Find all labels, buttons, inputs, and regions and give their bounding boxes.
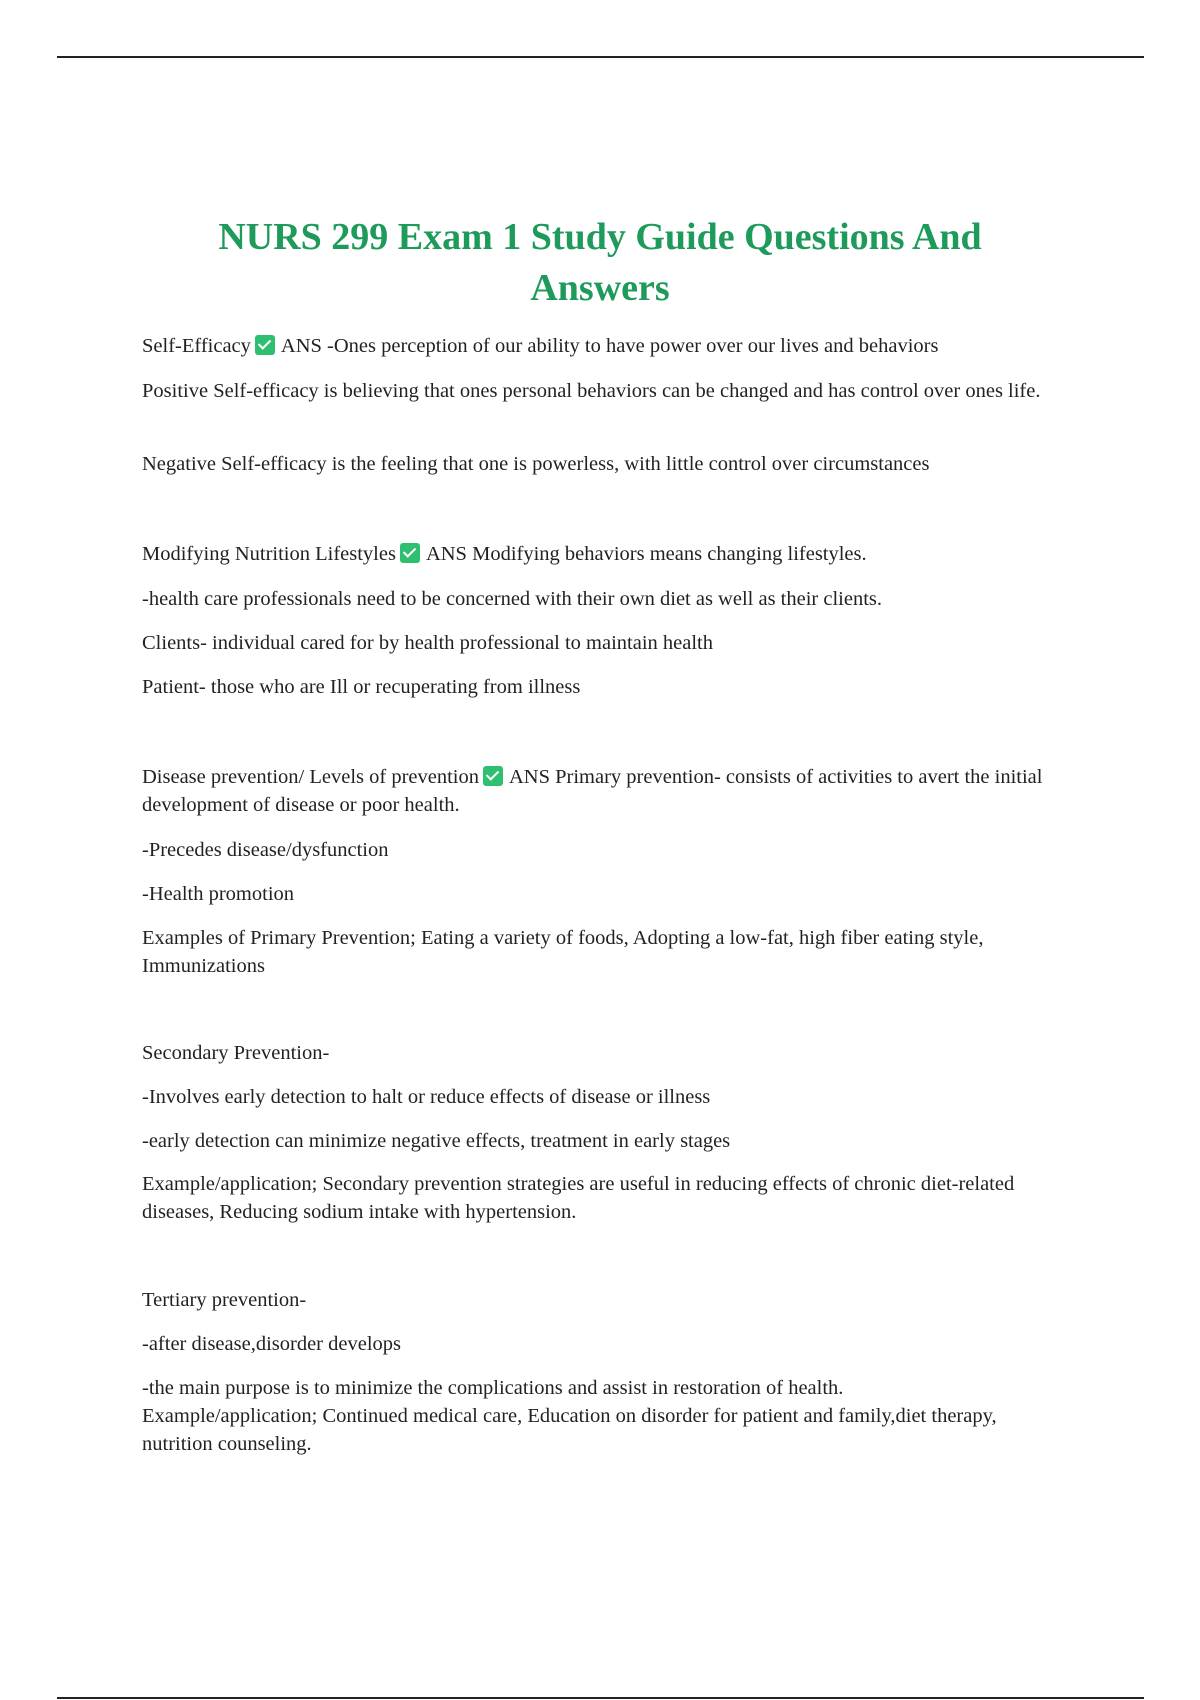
paragraph: Patient- those who are Ill or recuperating from illness <box>142 676 581 698</box>
paragraph: Example/application; Secondary prevention strategies are useful in reducing effects of chronic diet-related diseases, Reducing sodium intake with hypertension. <box>142 1173 1015 1223</box>
answer-nutrition: ANS Modifying behaviors means changing lifestyles. <box>425 543 867 565</box>
check-mark-icon <box>483 766 503 786</box>
bottom-rule <box>57 1697 1144 1699</box>
paragraph: -the main purpose is to minimize the complications and assist in restoration of health. <box>142 1377 844 1399</box>
qa-prevention <box>142 763 1072 819</box>
paragraph: -health care professionals need to be concerned with their own diet as well as their clients. <box>142 588 883 610</box>
paragraph: Negative Self-efficacy is the feeling that one is powerless, with little control over circumstances <box>142 453 930 475</box>
top-rule <box>57 56 1144 58</box>
paragraph: -Involves early detection to halt or reduce effects of disease or illness <box>142 1086 711 1108</box>
term-self-efficacy: Self-Efficacy <box>142 335 251 357</box>
section-heading: Tertiary prevention- <box>142 1289 307 1311</box>
section-heading: Secondary Prevention- <box>142 1042 330 1064</box>
paragraph: Positive Self-efficacy is believing that ones personal behaviors can be changed and has control over ones life. <box>142 380 1041 402</box>
check-mark-icon <box>255 335 275 355</box>
paragraph: -Precedes disease/dysfunction <box>142 839 389 861</box>
paragraph: -Health promotion <box>142 883 295 905</box>
answer-self-efficacy: ANS -Ones perception of our ability to have power over our lives and behaviors <box>280 335 939 357</box>
answer-prevention: ANS Primary prevention- consists of activities to avert the initial development of disease or poor health. <box>142 766 1043 816</box>
paragraph: Clients- individual cared for by health professional to maintain health <box>142 632 713 654</box>
term-nutrition: Modifying Nutrition Lifestyles <box>142 543 396 565</box>
paragraph: Examples of Primary Prevention; Eating a variety of foods, Adopting a low-fat, high fiber eating style, Immunizations <box>142 927 984 977</box>
document-title: NURS 299 Exam 1 Study Guide Questions And Answers <box>218 216 982 309</box>
paragraph: -after disease,disorder develops <box>142 1333 401 1355</box>
term-prevention: Disease prevention/ Levels of prevention <box>142 766 479 788</box>
check-mark-icon <box>400 543 420 563</box>
qa-nutrition <box>142 540 1072 568</box>
qa-self-efficacy <box>142 332 1072 360</box>
paragraph: Example/application; Continued medical care, Education on disorder for patient and family,diet therapy, nutrition counseling. <box>142 1405 997 1455</box>
paragraph: -early detection can minimize negative effects, treatment in early stages <box>142 1130 731 1152</box>
